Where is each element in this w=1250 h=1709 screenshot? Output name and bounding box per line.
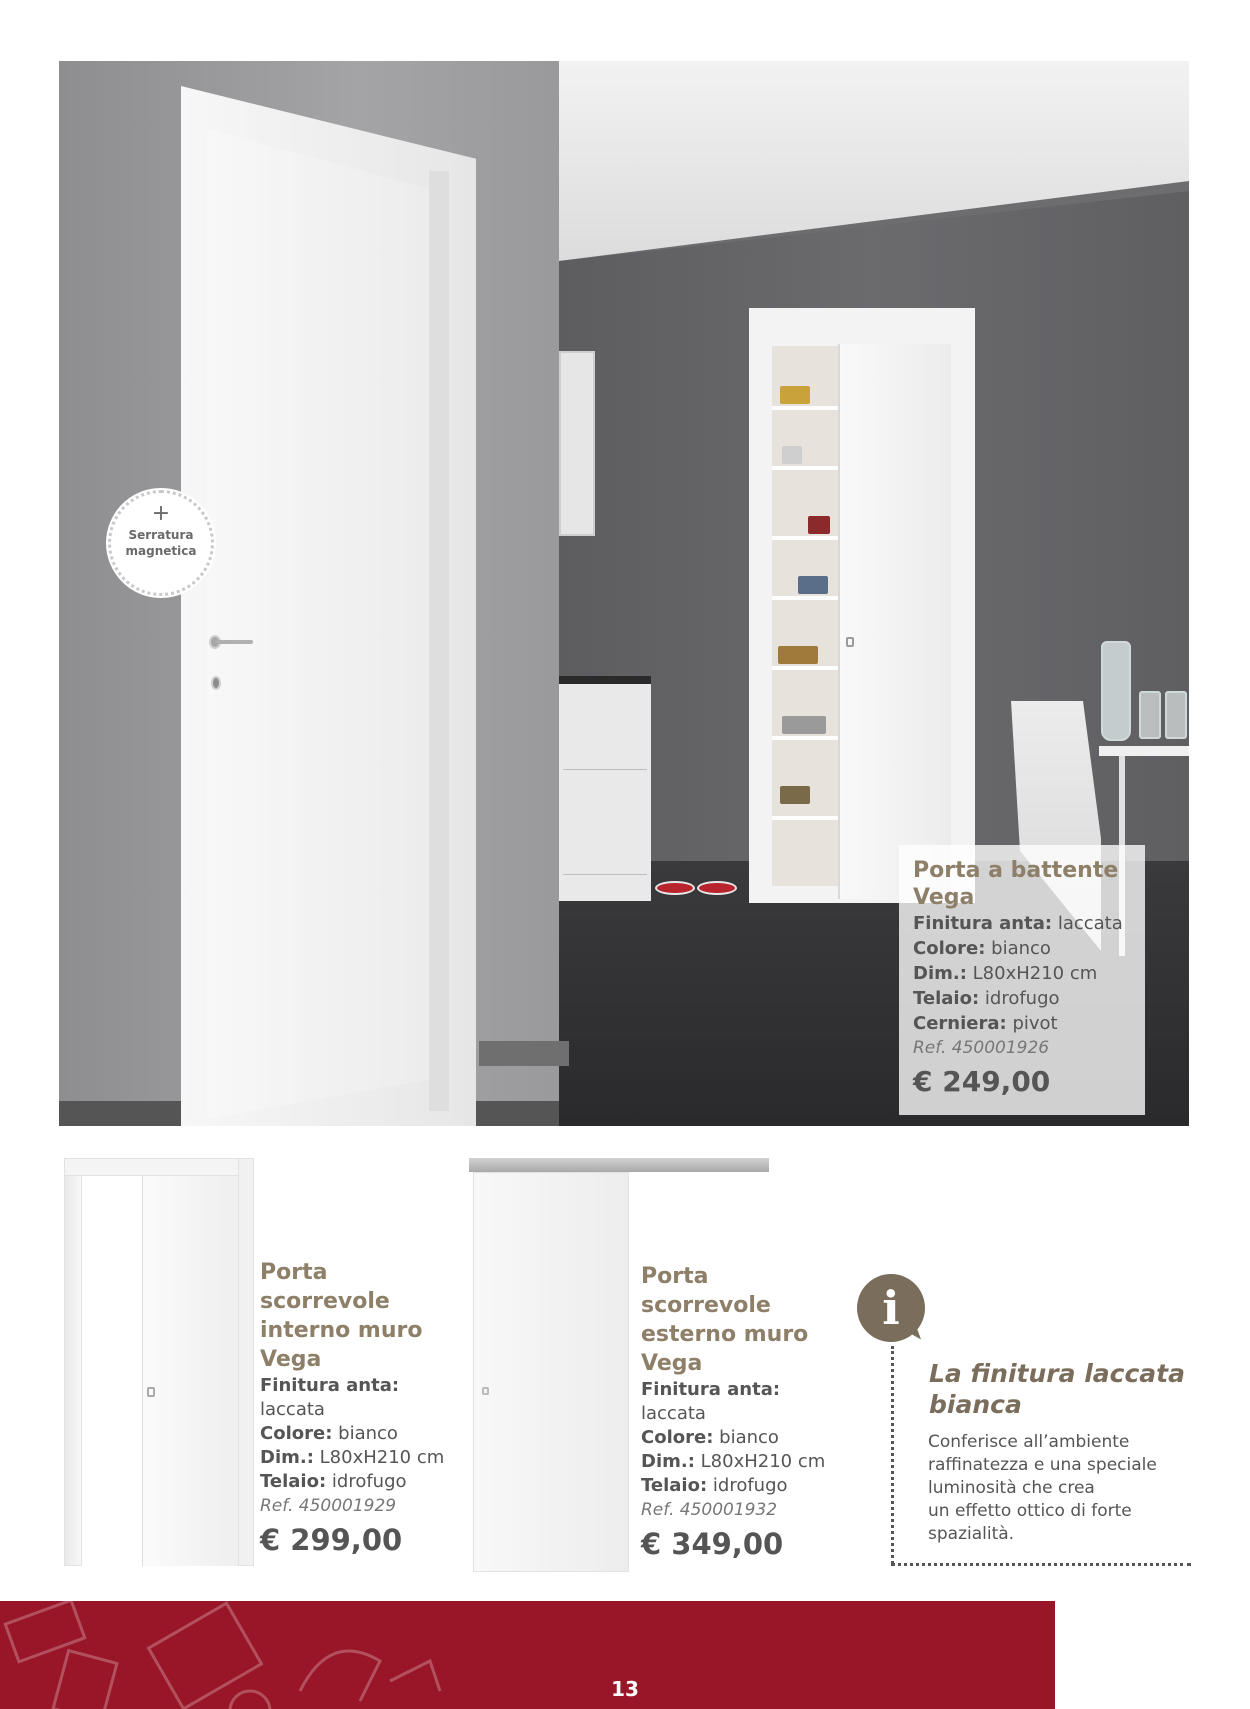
product-ref: Ref. 450001926 (913, 1038, 1050, 1058)
swing-door-edge (429, 171, 449, 1111)
spec-finish-value: laccata (641, 1403, 706, 1424)
spec-frame: Telaio: idrofugo (641, 1475, 788, 1496)
footer-band (0, 1601, 1055, 1709)
deco-shape (230, 1691, 270, 1709)
sliding-door-internal-image (64, 1158, 254, 1566)
keyhole-icon (211, 676, 221, 690)
glass (1139, 691, 1161, 739)
pantry-item (808, 516, 830, 534)
pet-bowl (697, 881, 737, 895)
pantry-item (782, 446, 802, 464)
product-price: € 349,00 (641, 1527, 784, 1561)
shelf (772, 736, 838, 740)
spec-dimensions: Dim.: L80xH210 cm (260, 1447, 445, 1468)
door-pull-icon (147, 1387, 155, 1397)
spec-finish-label: Finitura anta: (641, 1379, 781, 1400)
product-title: Vega (641, 1351, 703, 1376)
info-icon: i (857, 1274, 925, 1342)
plus-icon: + (151, 501, 171, 526)
spec-color: Colore: bianco (260, 1423, 398, 1444)
footer-tools-decoration (0, 1601, 1055, 1709)
badge-line-2: magnetica (125, 544, 197, 558)
shelf (772, 596, 838, 600)
door-handle-icon (209, 635, 249, 649)
spec-color: Colore: bianco (913, 938, 1051, 959)
drawer-line (563, 769, 647, 770)
magnetic-lock-badge (108, 490, 214, 596)
info-body: Conferisce all’ambiente raffinatezza e una speciale luminosità che crea un effetto ottico di forte spazialità. (928, 1432, 1157, 1544)
deco-shape (53, 1651, 117, 1709)
spec-finish: Finitura anta: laccata (913, 913, 1123, 934)
kitchen-wall-cabinet (559, 351, 595, 536)
drawer-line (563, 874, 647, 875)
product-title: esterno muro (641, 1322, 809, 1347)
glass (1165, 691, 1187, 739)
product-price: € 249,00 (913, 1065, 1051, 1098)
shelf (772, 666, 838, 670)
shelf (772, 536, 838, 540)
pantry-item (782, 716, 826, 734)
badge-line-1: Serratura (128, 528, 194, 542)
product-sliding-internal (260, 1258, 470, 1560)
sliding-door-leaf (473, 1172, 629, 1572)
pantry-shelves (772, 346, 838, 886)
swing-door-leaf (207, 129, 429, 1119)
swing-door-info-box (899, 845, 1145, 1115)
spec-frame: Telaio: idrofugo (260, 1471, 407, 1492)
product-title: scorrevole (260, 1289, 390, 1314)
deco-shape (390, 1661, 440, 1691)
pocket-door-leaf (838, 344, 951, 899)
info-title: La finitura laccata bianca (929, 1359, 1185, 1419)
pantry-item (780, 786, 810, 804)
product-title: Vega (913, 885, 975, 910)
page-number: 13 (611, 1677, 639, 1701)
sliding-rail (469, 1158, 769, 1172)
spec-dimensions: Dim.: L80xH210 cm (641, 1451, 826, 1472)
product-title: Porta (641, 1264, 709, 1289)
pantry-item (780, 386, 810, 404)
product-title: Porta (260, 1260, 328, 1285)
spec-dimensions: Dim.: L80xH210 cm (913, 963, 1098, 984)
spec-hinge: Cerniera: pivot (913, 1013, 1058, 1034)
sliding-door-leaf (142, 1176, 238, 1566)
spec-finish-value: laccata (260, 1399, 325, 1420)
door-pull-icon (846, 637, 854, 647)
pet-bowl (655, 881, 695, 895)
product-sliding-external (641, 1262, 851, 1564)
shelf (772, 466, 838, 470)
pantry-item (778, 646, 818, 664)
shelf (772, 406, 838, 410)
dotted-border-horizontal (891, 1563, 1191, 1566)
deco-shape (300, 1651, 380, 1701)
carafe (1101, 641, 1131, 741)
product-title: interno muro (260, 1318, 423, 1343)
kitchen-base-cabinet (559, 676, 651, 901)
shelf (772, 816, 838, 820)
spec-color: Colore: bianco (641, 1427, 779, 1448)
spec-finish-label: Finitura anta: (260, 1375, 400, 1396)
product-ref: Ref. 450001932 (641, 1500, 778, 1520)
pantry-item (798, 576, 828, 594)
product-title: Vega (260, 1347, 322, 1372)
product-price: € 299,00 (260, 1523, 403, 1557)
product-title: Porta a battente (913, 858, 1119, 883)
spec-frame: Telaio: idrofugo (913, 988, 1060, 1009)
skirting (479, 1041, 569, 1066)
dining-table (1099, 746, 1189, 756)
product-ref: Ref. 450001929 (260, 1496, 397, 1516)
product-title: scorrevole (641, 1293, 771, 1318)
door-pull-icon (482, 1387, 489, 1395)
dotted-border-vertical (891, 1346, 894, 1564)
